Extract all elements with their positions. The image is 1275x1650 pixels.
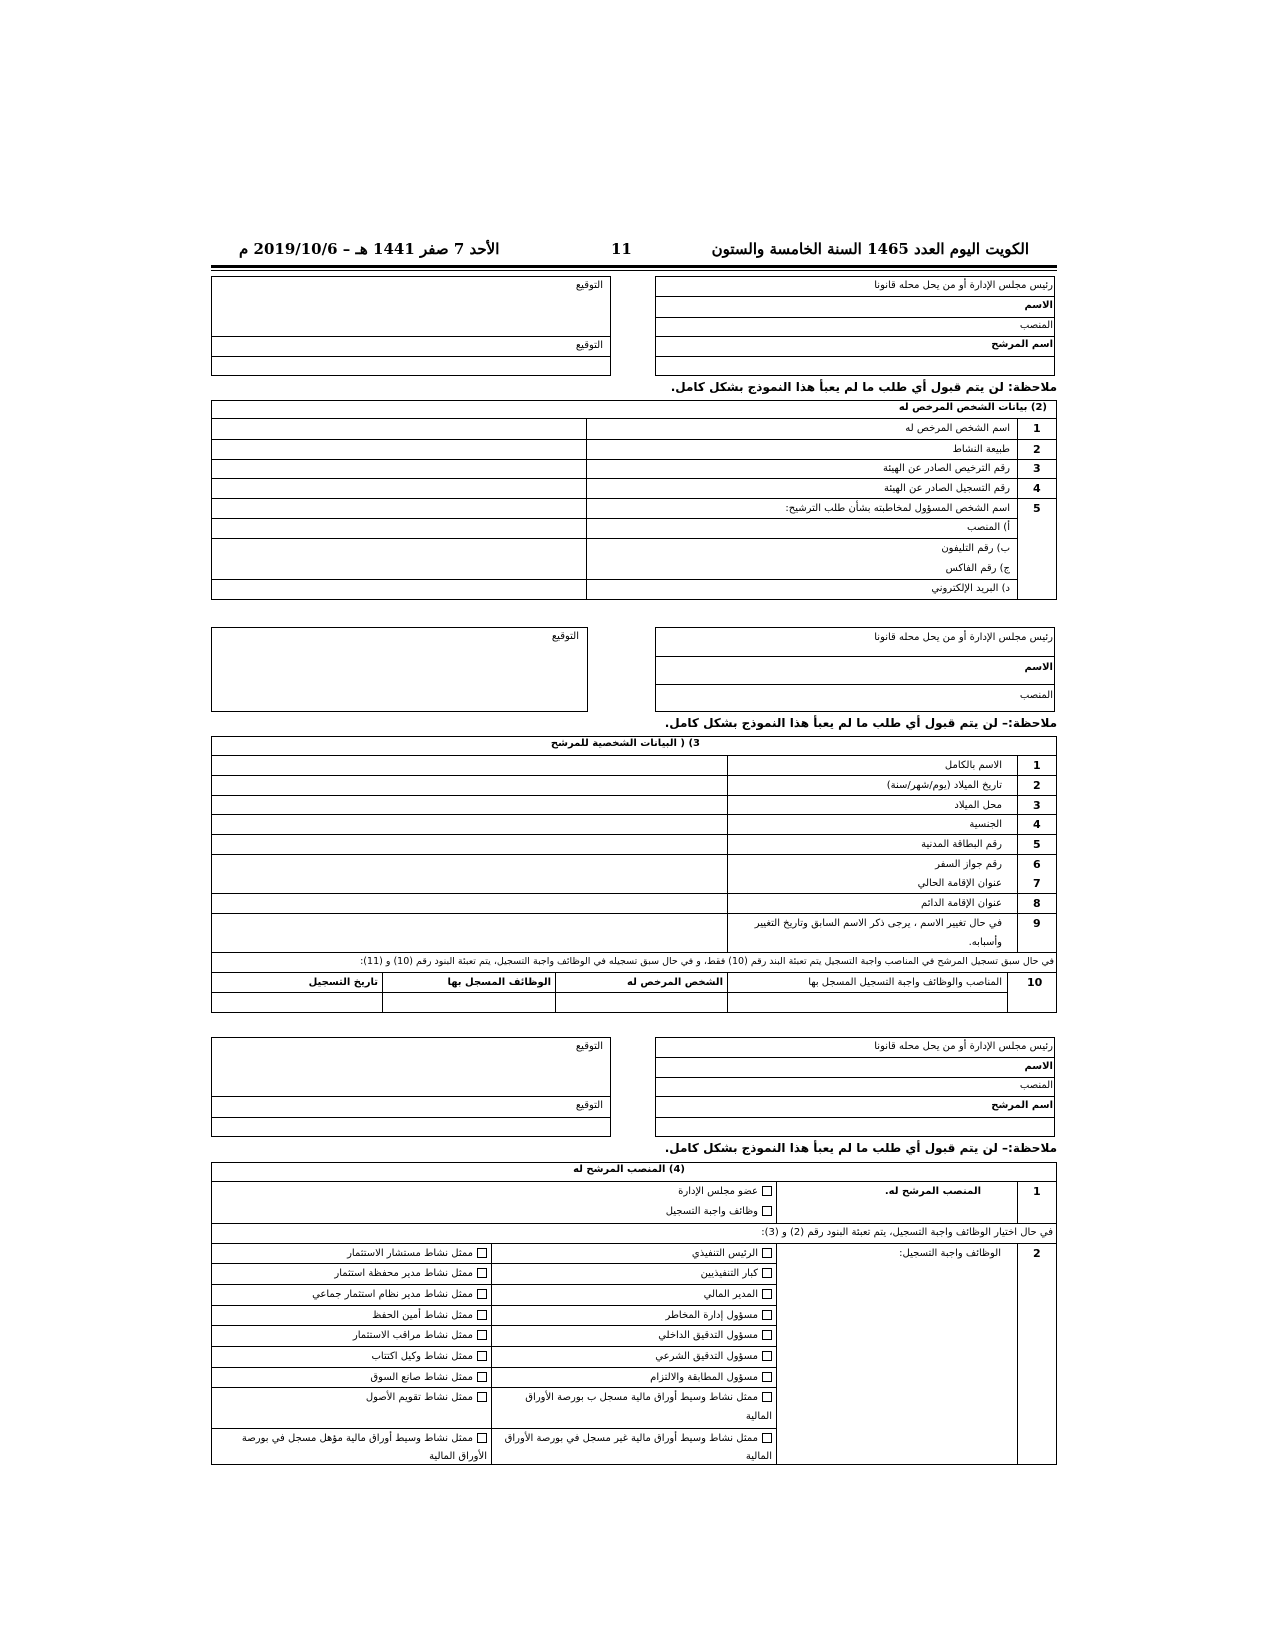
option-asset-valuation[interactable]: ممثل نشاط تقويم الأصول	[366, 1392, 487, 1403]
gazette-header	[211, 240, 1057, 262]
contact-person-label: اسم الشخص المسؤول لمخاطبته بشأن طلب الترشيح:	[785, 503, 1010, 514]
section-3-title: 3) ( البيانات الشخصية للمرشح	[550, 738, 700, 749]
position-label: المنصب	[1019, 690, 1053, 701]
checkbox-icon[interactable]	[477, 1289, 487, 1299]
candidate-name-label: اسم المرشح	[991, 339, 1053, 350]
option-cfo[interactable]: المدير المالي	[704, 1289, 772, 1300]
checkbox-icon[interactable]	[762, 1392, 772, 1402]
contact-position-label: أ) المنصب	[967, 522, 1010, 533]
checkbox-icon[interactable]	[762, 1248, 772, 1258]
note-incomplete-form: ملاحظة:– لن يتم قبول أي طلب ما لم يعبأ هذا النموذج بشكل كامل.	[664, 716, 1057, 730]
option-broker-registered-cont: المالية	[745, 1411, 772, 1422]
option-investment-advisor[interactable]: ممثل نشاط مستشار الاستثمار	[347, 1248, 487, 1259]
checkbox-icon[interactable]	[762, 1372, 772, 1382]
option-investment-controller[interactable]: ممثل نشاط مراقب الاستثمار	[353, 1330, 487, 1341]
option-qualified-broker[interactable]: ممثل نشاط وسيط أوراق مالية مؤهل مسجل في بورصة	[242, 1433, 487, 1444]
checkbox-icon[interactable]	[477, 1330, 487, 1340]
registered-positions-label: المناصب والوظائف واجبة التسجيل المسجل بها	[808, 977, 1002, 988]
contact-phone-label: ب) رقم التليفون	[941, 543, 1010, 554]
board-chair-label: رئيس مجلس الإدارة أو من يحل محله قانونا	[874, 280, 1053, 291]
board-chair-label: رئيس مجلس الإدارة أو من يحل محله قانونا	[874, 1041, 1053, 1052]
checkbox-icon[interactable]	[762, 1330, 772, 1340]
checkbox-icon[interactable]	[762, 1351, 772, 1361]
option-custodian[interactable]: ممثل نشاط أمين الحفظ	[372, 1310, 487, 1321]
col-registration-date: تاريخ التسجيل	[308, 977, 378, 988]
checkbox-icon[interactable]	[762, 1433, 772, 1443]
nominated-position-table	[211, 1162, 1057, 1465]
checkbox-icon[interactable]	[477, 1248, 487, 1258]
option-underwriting-agent[interactable]: ممثل نشاط وكيل اكتتاب	[372, 1351, 487, 1362]
option-compliance[interactable]: مسؤول المطابقة والالتزام	[650, 1372, 772, 1383]
checkbox-icon[interactable]	[477, 1310, 487, 1320]
signature-box-3	[211, 1037, 611, 1137]
col-registered-functions: الوظائف المسجل بها	[447, 977, 551, 988]
checkbox-icon[interactable]	[762, 1310, 772, 1320]
name-label: الاسم	[1024, 662, 1053, 673]
checkbox-icon[interactable]	[477, 1351, 487, 1361]
option-portfolio-manager[interactable]: ممثل نشاط مدير محفظة استثمار	[334, 1268, 487, 1279]
board-chair-label: رئيس مجلس الإدارة أو من يحل محله قانونا	[874, 632, 1053, 643]
option-ceo[interactable]: الرئيس التنفيذي	[692, 1248, 772, 1259]
option-qualified-broker-cont: الأوراق المالية	[429, 1451, 487, 1462]
signature-box-2	[211, 627, 588, 712]
checkbox-icon[interactable]	[762, 1186, 772, 1196]
nationality-label: الجنسية	[969, 819, 1002, 830]
note-incomplete-form: ملاحظة: لن يتم قبول أي طلب ما لم يعبأ هذا النموذج بشكل كامل.	[670, 380, 1057, 394]
header-rule	[211, 265, 1057, 268]
checkbox-icon[interactable]	[477, 1392, 487, 1402]
registration-number-label: رقم التسجيل الصادر عن الهيئة	[883, 483, 1010, 494]
activity-nature-label: طبيعة النشاط	[952, 444, 1010, 455]
name-label: الاسم	[1024, 1061, 1053, 1072]
option-broker-registered[interactable]: ممثل نشاط وسيط أوراق مالية مسجل ب بورصة الأوراق	[525, 1392, 772, 1403]
checkbox-icon[interactable]	[477, 1433, 487, 1443]
gazette-date: الأحد 7 صفر 1441 هـ – 2019/10/6 م	[239, 240, 500, 258]
nominated-position-label: المنصب المرشح له.	[884, 1186, 981, 1197]
option-broker-unregistered-cont: المالية	[745, 1451, 772, 1462]
checkbox-icon[interactable]	[762, 1206, 772, 1216]
functions-choice-note: في حال اختيار الوظائف واجبة التسجيل، يتم تعبئة البنود رقم (2) و (3):	[761, 1227, 1053, 1238]
gazette-issue: الكويت اليوم العدد 1465 السنة الخامسة والستون	[711, 240, 1029, 258]
birth-date-label: تاريخ الميلاد (يوم/شهر/سنة)	[886, 780, 1002, 791]
registered-functions-label: الوظائف واجبة التسجيل:	[899, 1248, 1001, 1259]
checkbox-icon[interactable]	[477, 1268, 487, 1278]
license-number-label: رقم الترخيص الصادر عن الهيئة	[882, 463, 1010, 474]
prior-registration-note: في حال سبق تسجيل المرشح في المناصب واجبة التسجيل يتم تعبئة البند رقم (10) فقط، و في حال سبق تسجيله في الوظائف واجبة التسجيل، يتم تعبئة البنود رقم (10) و (11):	[360, 956, 1054, 967]
header-rule-thin	[211, 270, 1057, 271]
section-2-title: (2) بيانات الشخص المرخص له	[898, 402, 1047, 413]
page-number: 11	[611, 240, 632, 258]
civil-id-label: رقم البطاقة المدنية	[921, 839, 1002, 850]
option-board-member[interactable]: عضو مجلس الإدارة	[678, 1186, 772, 1197]
document-page: الكويت اليوم العدد 1465 السنة الخامسة والستون 11 الأحد 7 صفر 1441 هـ – 2019/10/6 م رئيس مجلس الإدارة أو من يحل محله قانونا الاسم المنصب اسم المرشح التوقيع التوقيع ملاحظة: لن يتم قبول أي طلب ما لم يعبأ هذا النموذج بشكل كامل. (2) بيانات الشخص المرخص له 1 اسم الشخص المرخص له 2 طبيعة النشاط 3 رقم الترخيص الصادر عن الهيئة 4 رقم التسجيل الصادر عن الهيئة 5 اسم الشخص المسؤول لمخاطبته بشأن طلب الترشيح: أ) المنصب ب) رقم التليفون ج) رقم الفاكس د) البريد الإلكتروني رئيس مجلس الإدارة أو من يحل محله قانونا الاسم المنصب التوقيع ملاحظة:– لن يتم قبول أي طلب ما لم يعبأ هذا النموذج بشكل كامل. 3) ( البيانات الشخصية للمرشح 1 الاسم بالكامل 2 تاريخ الميلاد (يوم/شهر/سنة) 3 محل الميلاد 4 الجنسية 5 رقم البطاقة المدنية 6 رقم جواز السفر 7 عنوان الإقامة الحالي 8 عنوان الإقامة الدائم 9 في حال تغيير الاسم ، يرجى ذكر الاسم السابق وتاريخ التغيير وأسبابه. في حال سبق تسجيل المرشح في المناصب واجبة التسجيل يتم تعبئة البند رقم (10) فقط، و في حال سبق تسجيله في الوظائف واجبة التسجيل، يتم تعبئة البنود رقم (10) و (11): 10 المناصب والوظائف واجبة التسجيل المسجل بها الشخص المرخص له الوظائف المسجل بها تاريخ التسجيل رئيس مجلس الإدارة أو من يحل محله قانونا الاسم المنصب اسم المرشح التوقيع التوقيع ملاحظة:– لن يتم قبول أي طلب ما لم يعبأ هذا النموذج بشكل كامل. (4) المنصب المرشح له 1 المنصب المرشح له. عضو مجلس الإدارة وظائف واجبة التسجيل في حال اختيار الوظائف واجبة التسجيل، يتم تعبئة البنود رقم (2) و (3): 2 الوظائف واجبة التسجيل: الرئيس التنفيذي كبار التنفيذيين المدير المالي مسؤول إدارة المخاطر مسؤول التدقيق الداخلي مسؤول التدقيق الشرعي مسؤول المطابقة والالتزام ممثل نشاط وسيط أوراق مالية مسجل ب بورصة الأوراق المالية ممثل نشاط وسيط أوراق مالية غير مسجل في بورصة الأوراق المالية ممثل نشاط مستشار الاستثمار ممثل نشاط مدير محفظة استثمار ممثل نشاط مدير نظام استثمار جماعي ممثل نشاط أمين الحفظ ممثل نشاط مراقب الاستثمار ممثل نشاط وكيل اكتتاب ممثل نشاط صانع السوق ممثل نشاط تقويم الأصول ممثل نشاط وسيط أوراق مالية مؤهل مسجل في بورصة الأوراق المالية	[0, 0, 1275, 1650]
name-change-label: في حال تغيير الاسم ، يرجى ذكر الاسم السابق وتاريخ التغيير	[754, 918, 1002, 929]
checkbox-icon[interactable]	[477, 1372, 487, 1382]
permanent-address-label: عنوان الإقامة الدائم	[921, 898, 1002, 909]
birth-place-label: محل الميلاد	[954, 800, 1002, 811]
passport-number-label: رقم جواز السفر	[935, 859, 1002, 870]
option-market-maker[interactable]: ممثل نشاط صانع السوق	[370, 1372, 487, 1383]
candidate-name-label: اسم المرشح	[991, 1100, 1053, 1111]
chair-info-box-3	[655, 1037, 1055, 1137]
option-sharia-audit[interactable]: مسؤول التدقيق الشرعي	[655, 1351, 772, 1362]
full-name-label: الاسم بالكامل	[944, 760, 1002, 771]
section-4-title: (4) المنصب المرشح له	[573, 1164, 685, 1175]
licensed-person-name-label: اسم الشخص المرخص له	[905, 423, 1010, 434]
option-broker-unregistered[interactable]: ممثل نشاط وسيط أوراق مالية غير مسجل في بورصة الأوراق	[505, 1433, 772, 1444]
signature-label: التوقيع	[575, 1100, 603, 1111]
option-cis-manager[interactable]: ممثل نشاط مدير نظام استثمار جماعي	[312, 1289, 487, 1300]
contact-email-label: د) البريد الإلكتروني	[931, 583, 1010, 594]
current-address-label: عنوان الإقامة الحالي	[917, 878, 1002, 889]
note-incomplete-form: ملاحظة:– لن يتم قبول أي طلب ما لم يعبأ هذا النموذج بشكل كامل.	[664, 1141, 1057, 1155]
checkbox-icon[interactable]	[762, 1268, 772, 1278]
signature-label: التوقيع	[575, 340, 603, 351]
contact-fax-label: ج) رقم الفاكس	[945, 563, 1010, 574]
signature-box-1	[211, 276, 611, 376]
signature-label: التوقيع	[575, 280, 603, 291]
option-registered-functions[interactable]: وظائف واجبة التسجيل	[666, 1206, 772, 1217]
checkbox-icon[interactable]	[762, 1289, 772, 1299]
option-senior-executives[interactable]: كبار التنفيذيين	[701, 1268, 772, 1279]
signature-label: التوقيع	[575, 1041, 603, 1052]
option-internal-audit[interactable]: مسؤول التدقيق الداخلي	[658, 1330, 772, 1341]
signature-label: التوقيع	[551, 631, 579, 642]
chair-info-box-1	[655, 276, 1055, 376]
name-label: الاسم	[1024, 300, 1053, 311]
position-label: المنصب	[1019, 1080, 1053, 1091]
col-licensed-person: الشخص المرخص له	[627, 977, 723, 988]
name-change-reasons-label: وأسبابه.	[968, 937, 1002, 948]
position-label: المنصب	[1019, 320, 1053, 331]
option-risk-officer[interactable]: مسؤول إدارة المخاطر	[665, 1310, 772, 1321]
